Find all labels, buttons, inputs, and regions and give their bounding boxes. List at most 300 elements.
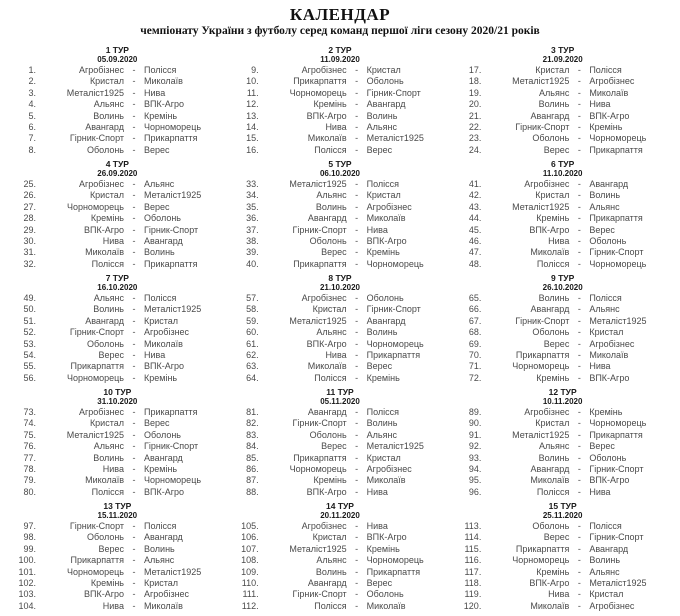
separator: -	[355, 87, 359, 98]
round-date: 15.11.2020	[97, 511, 138, 520]
round-title: 4 ТУР	[105, 159, 129, 169]
match-row	[229, 487, 452, 498]
match-number: 98.	[23, 532, 36, 543]
separator: -	[132, 486, 136, 497]
match-number: 51.	[23, 315, 36, 326]
home-team: Гірник-Спорт	[69, 133, 124, 144]
away-team: Полісся	[589, 65, 622, 75]
round-block	[6, 498, 229, 612]
separator: -	[577, 429, 581, 440]
away-team: Чорноморець	[144, 122, 202, 133]
match-number: 30.	[23, 236, 36, 247]
match-number: 13.	[246, 110, 259, 121]
separator: -	[577, 464, 581, 475]
separator: -	[355, 258, 359, 269]
away-team: Гірник-Спорт	[144, 441, 199, 452]
away-team: Полісся	[144, 65, 177, 75]
match-number: 108.	[241, 555, 259, 566]
home-team: Агробізнес	[524, 179, 570, 189]
match-row	[6, 532, 229, 543]
match-row	[451, 601, 674, 612]
away-team: Нива	[366, 224, 388, 235]
away-team: Прикарпаття	[366, 566, 421, 577]
match-number: 91.	[468, 429, 482, 440]
away-team: Оболонь	[366, 293, 404, 303]
match-number: 17.	[468, 65, 482, 75]
match-number: 5.	[28, 110, 36, 121]
away-team: Миколаїв	[144, 600, 183, 611]
match-row	[229, 532, 452, 543]
round-block	[6, 384, 229, 498]
round-block	[451, 156, 674, 270]
separator: -	[132, 600, 136, 611]
away-team: Прикарпаття	[589, 429, 643, 440]
home-team: Чорноморець	[66, 372, 124, 383]
match-number: 11.	[246, 87, 259, 98]
home-team: Оболонь	[532, 327, 570, 338]
away-team: ВПК-Агро	[589, 372, 630, 383]
away-team: Верес	[366, 144, 393, 155]
match-row	[451, 464, 674, 475]
home-team: Прикарпаття	[70, 555, 124, 566]
separator: -	[355, 407, 359, 417]
match-row	[6, 111, 229, 122]
separator: -	[577, 76, 581, 87]
separator: -	[132, 372, 136, 383]
home-team: Авангард	[530, 110, 570, 121]
round-matches	[229, 293, 452, 384]
away-team: Металіст1925	[589, 578, 647, 589]
home-team: Верес	[98, 350, 124, 361]
separator: -	[355, 179, 359, 189]
match-row	[229, 225, 452, 236]
home-team: Миколаїв	[530, 600, 570, 611]
away-team: Нива	[589, 361, 611, 372]
away-team: Агробізнес	[589, 76, 635, 87]
match-row	[6, 247, 229, 258]
home-team: Чорноморець	[66, 566, 124, 577]
home-team: Металіст1925	[289, 543, 347, 554]
match-number: 4.	[28, 99, 36, 110]
round-matches	[451, 407, 674, 498]
home-team: Волинь	[93, 110, 124, 121]
home-team: Нива	[102, 600, 124, 611]
home-team: Авангард	[307, 213, 347, 224]
home-team: Волинь	[538, 293, 570, 303]
page-subtitle: чемпіонату України з футболу серед команд першої ліги сезону 2020/21 років	[140, 25, 540, 37]
home-team: Металіст1925	[512, 76, 570, 87]
home-team: Металіст1925	[512, 201, 570, 212]
match-row	[6, 487, 229, 498]
match-row	[229, 601, 452, 612]
separator: -	[355, 441, 359, 452]
separator: -	[355, 555, 359, 566]
match-row	[6, 225, 229, 236]
away-team: Оболонь	[589, 452, 627, 463]
away-team: Верес	[366, 361, 393, 372]
round-block	[229, 156, 452, 270]
match-row	[6, 65, 229, 76]
match-row	[229, 464, 452, 475]
separator: -	[355, 315, 359, 326]
away-team: Чорноморець	[366, 338, 424, 349]
match-row	[451, 567, 674, 578]
match-number: 68.	[468, 327, 482, 338]
separator: -	[577, 555, 581, 566]
home-team: Кремінь	[536, 566, 570, 577]
home-team: Гірник-Спорт	[292, 589, 347, 600]
home-team: Верес	[321, 247, 347, 258]
match-row	[229, 76, 452, 87]
away-team: Кремінь	[589, 407, 623, 417]
match-number: 90.	[468, 418, 482, 429]
home-team: Агробізнес	[78, 65, 124, 75]
home-team: Миколаїв	[530, 475, 570, 486]
away-team: Гірник-Спорт	[366, 304, 421, 315]
round-title: 11 ТУР	[326, 387, 354, 397]
match-row	[451, 327, 674, 338]
match-row	[229, 350, 452, 361]
home-team: Авангард	[530, 304, 570, 315]
match-row	[6, 350, 229, 361]
match-number: 46.	[468, 236, 482, 247]
match-row	[229, 407, 452, 418]
match-row	[451, 145, 674, 156]
separator: -	[132, 315, 136, 326]
away-team: Металіст1925	[144, 190, 202, 201]
match-number: 44.	[468, 213, 482, 224]
match-row	[229, 418, 452, 429]
away-team: Оболонь	[144, 429, 181, 440]
round-date: 11.09.2020	[320, 55, 360, 64]
round-title: 3 ТУР	[551, 45, 575, 55]
home-team: Полісся	[314, 372, 347, 383]
separator: -	[577, 475, 581, 486]
match-row	[229, 111, 452, 122]
home-team: Металіст1925	[289, 315, 347, 326]
match-number: 53.	[23, 338, 36, 349]
home-team: Нива	[102, 464, 124, 475]
match-number: 27.	[23, 201, 36, 212]
match-row	[229, 99, 452, 110]
separator: -	[132, 441, 136, 452]
match-number: 52.	[23, 327, 36, 338]
round-date: 11.10.2020	[542, 169, 583, 178]
match-row	[6, 601, 229, 612]
separator: -	[577, 532, 581, 543]
home-team: Альянс	[539, 441, 570, 452]
away-team: Кристал	[366, 190, 401, 201]
match-row	[229, 190, 452, 201]
separator: -	[132, 578, 136, 589]
home-team: Авангард	[530, 464, 570, 475]
away-team: Нива	[366, 521, 388, 531]
away-team: Агробізнес	[589, 338, 635, 349]
home-team: Оболонь	[532, 521, 570, 531]
away-team: Полісся	[589, 293, 622, 303]
round-title: 15 ТУР	[548, 501, 577, 511]
separator: -	[132, 589, 136, 600]
round-block	[6, 156, 229, 270]
match-row	[229, 304, 452, 315]
round-matches	[6, 521, 229, 612]
away-team: Альянс	[366, 122, 397, 133]
match-row	[229, 361, 452, 372]
round-matches	[451, 65, 674, 156]
home-team: Кремінь	[313, 475, 347, 486]
match-row	[451, 521, 674, 532]
match-number: 101.	[18, 566, 36, 577]
match-row	[229, 236, 452, 247]
round-date: 26.10.2020	[542, 283, 583, 292]
match-row	[6, 327, 229, 338]
match-number: 42.	[468, 190, 482, 201]
round-matches	[229, 65, 452, 156]
home-team: Прикарпаття	[293, 76, 347, 87]
home-team: Авангард	[307, 578, 347, 589]
match-row	[6, 544, 229, 555]
home-team: Альянс	[93, 293, 124, 303]
separator: -	[577, 110, 581, 121]
match-row	[6, 202, 229, 213]
separator: -	[355, 372, 359, 383]
match-number: 65.	[468, 293, 482, 303]
separator: -	[577, 521, 581, 531]
separator: -	[355, 76, 359, 87]
away-team: Альянс	[366, 429, 397, 440]
match-number: 66.	[468, 304, 482, 315]
away-team: Волинь	[366, 110, 398, 121]
separator: -	[577, 315, 581, 326]
separator: -	[577, 133, 581, 144]
separator: -	[132, 133, 136, 144]
round-matches	[451, 179, 674, 270]
home-team: Волинь	[315, 201, 347, 212]
match-row	[6, 407, 229, 418]
separator: -	[577, 236, 581, 247]
away-team: Кремінь	[366, 543, 400, 554]
match-row	[229, 373, 452, 384]
round-title: 13 ТУР	[103, 501, 132, 511]
round-title: 12 ТУР	[548, 387, 577, 397]
home-team: Гірник-Спорт	[292, 224, 347, 235]
home-team: Прикарпаття	[515, 543, 570, 554]
match-number: 9.	[251, 65, 259, 75]
match-number: 15.	[246, 133, 259, 144]
match-number: 103.	[18, 589, 36, 600]
separator: -	[355, 452, 359, 463]
separator: -	[577, 190, 581, 201]
match-row	[451, 122, 674, 133]
home-team: Нива	[548, 589, 570, 600]
home-team: Оболонь	[532, 133, 570, 144]
match-row	[6, 361, 229, 372]
home-team: Полісся	[91, 258, 124, 269]
home-team: Альянс	[93, 441, 124, 452]
match-number: 23.	[468, 133, 482, 144]
home-team: Кристал	[89, 76, 124, 87]
away-team: Кристал	[589, 327, 624, 338]
away-team: Верес	[366, 578, 393, 589]
home-team: Прикарпаття	[293, 452, 347, 463]
match-row	[451, 339, 674, 350]
match-number: 41.	[468, 179, 482, 189]
match-row	[6, 133, 229, 144]
round-date: 05.09.2020	[97, 55, 138, 64]
match-row	[6, 453, 229, 464]
match-number: 69.	[468, 338, 482, 349]
round-block	[229, 42, 452, 156]
round-title: 14 ТУР	[326, 501, 354, 511]
match-number: 119.	[464, 589, 482, 600]
match-row	[6, 304, 229, 315]
home-team: Металіст1925	[512, 429, 570, 440]
away-team: Верес	[589, 441, 615, 452]
away-team: Нива	[366, 486, 388, 497]
round-matches	[6, 407, 229, 498]
match-row	[451, 418, 674, 429]
separator: -	[355, 99, 359, 110]
home-team: Миколаїв	[530, 247, 570, 258]
home-team: Агробізнес	[78, 179, 124, 189]
home-team: Чорноморець	[512, 555, 570, 566]
separator: -	[355, 293, 359, 303]
match-row	[451, 316, 674, 327]
away-team: Чорноморець	[589, 258, 647, 269]
away-team: Агробізнес	[589, 600, 635, 611]
separator: -	[577, 99, 581, 110]
match-number: 102.	[18, 578, 36, 589]
round-title: 9 ТУР	[551, 273, 575, 283]
home-team: ВПК-Агро	[306, 338, 347, 349]
match-number: 43.	[468, 201, 482, 212]
away-team: Волинь	[589, 190, 621, 201]
match-number: 7.	[28, 133, 36, 144]
away-team: ВПК-Агро	[589, 110, 630, 121]
separator: -	[577, 578, 581, 589]
home-team: Агробізнес	[524, 407, 570, 417]
match-number: 82.	[246, 418, 259, 429]
separator: -	[355, 338, 359, 349]
home-team: Чорноморець	[512, 361, 570, 372]
away-team: Оболонь	[589, 236, 627, 247]
match-row	[451, 225, 674, 236]
round-date: 25.11.2020	[542, 511, 583, 520]
home-team: ВПК-Агро	[306, 110, 347, 121]
away-team: ВПК-Агро	[366, 532, 407, 543]
home-team: Агробізнес	[301, 521, 347, 531]
home-team: Волинь	[538, 452, 570, 463]
home-team: Оболонь	[87, 532, 124, 543]
match-number: 20.	[468, 99, 482, 110]
match-number: 45.	[468, 224, 482, 235]
away-team: ВПК-Агро	[144, 99, 185, 110]
match-number: 74.	[23, 418, 36, 429]
home-team: Верес	[543, 532, 570, 543]
round-title: 7 ТУР	[105, 273, 129, 283]
away-team: Волинь	[589, 555, 621, 566]
match-row	[451, 133, 674, 144]
separator: -	[577, 327, 581, 338]
match-row	[451, 361, 674, 372]
away-team: Гірник-Спорт	[144, 224, 199, 235]
match-number: 116.	[464, 555, 482, 566]
separator: -	[132, 144, 136, 155]
match-number: 55.	[23, 361, 36, 372]
match-row	[229, 327, 452, 338]
match-row	[229, 179, 452, 190]
match-row	[229, 453, 452, 464]
match-number: 81.	[246, 407, 259, 417]
match-number: 99.	[23, 543, 36, 554]
home-team: Полісся	[536, 258, 570, 269]
match-row	[451, 544, 674, 555]
away-team: Полісся	[589, 521, 622, 531]
match-number: 71.	[468, 361, 482, 372]
separator: -	[132, 521, 136, 531]
separator: -	[132, 327, 136, 338]
match-number: 114.	[464, 532, 482, 543]
home-team: Миколаїв	[85, 475, 124, 486]
round-date: 06.10.2020	[319, 169, 361, 178]
round-matches	[229, 521, 452, 612]
home-team: Гірник-Спорт	[69, 521, 124, 531]
away-team: Альянс	[144, 555, 175, 566]
away-team: Кристал	[589, 589, 624, 600]
match-number: 120.	[463, 600, 482, 611]
home-team: Верес	[98, 543, 124, 554]
separator: -	[355, 532, 359, 543]
match-number: 16.	[246, 144, 259, 155]
match-row	[6, 475, 229, 486]
match-number: 32.	[23, 258, 36, 269]
separator: -	[577, 179, 581, 189]
match-number: 60.	[246, 327, 259, 338]
round-date: 10.11.2020	[542, 397, 583, 406]
away-team: Миколаїв	[366, 475, 406, 486]
separator: -	[132, 543, 136, 554]
match-number: 57.	[246, 293, 259, 303]
match-row	[229, 213, 452, 224]
match-number: 34.	[246, 190, 259, 201]
match-row	[6, 190, 229, 201]
match-row	[6, 373, 229, 384]
round-date: 16.10.2020	[97, 283, 138, 292]
match-row	[6, 293, 229, 304]
match-number: 14.	[246, 122, 259, 133]
match-row	[229, 521, 452, 532]
away-team: Альянс	[589, 304, 620, 315]
separator: -	[132, 190, 136, 201]
match-number: 94.	[468, 464, 482, 475]
separator: -	[577, 258, 581, 269]
match-row	[229, 259, 452, 270]
away-team: Чорноморець	[144, 475, 202, 486]
match-row	[229, 145, 452, 156]
match-number: 115.	[464, 543, 482, 554]
away-team: Авангард	[144, 452, 183, 463]
match-row	[229, 430, 452, 441]
match-number: 104.	[18, 600, 36, 611]
home-team: Волинь	[315, 566, 347, 577]
round-matches	[6, 65, 229, 156]
home-team: Полісся	[314, 600, 347, 611]
away-team: Чорноморець	[589, 133, 647, 144]
match-number: 76.	[23, 441, 36, 452]
round-block	[229, 384, 452, 498]
match-row	[451, 247, 674, 258]
away-team: Авангард	[589, 179, 629, 189]
